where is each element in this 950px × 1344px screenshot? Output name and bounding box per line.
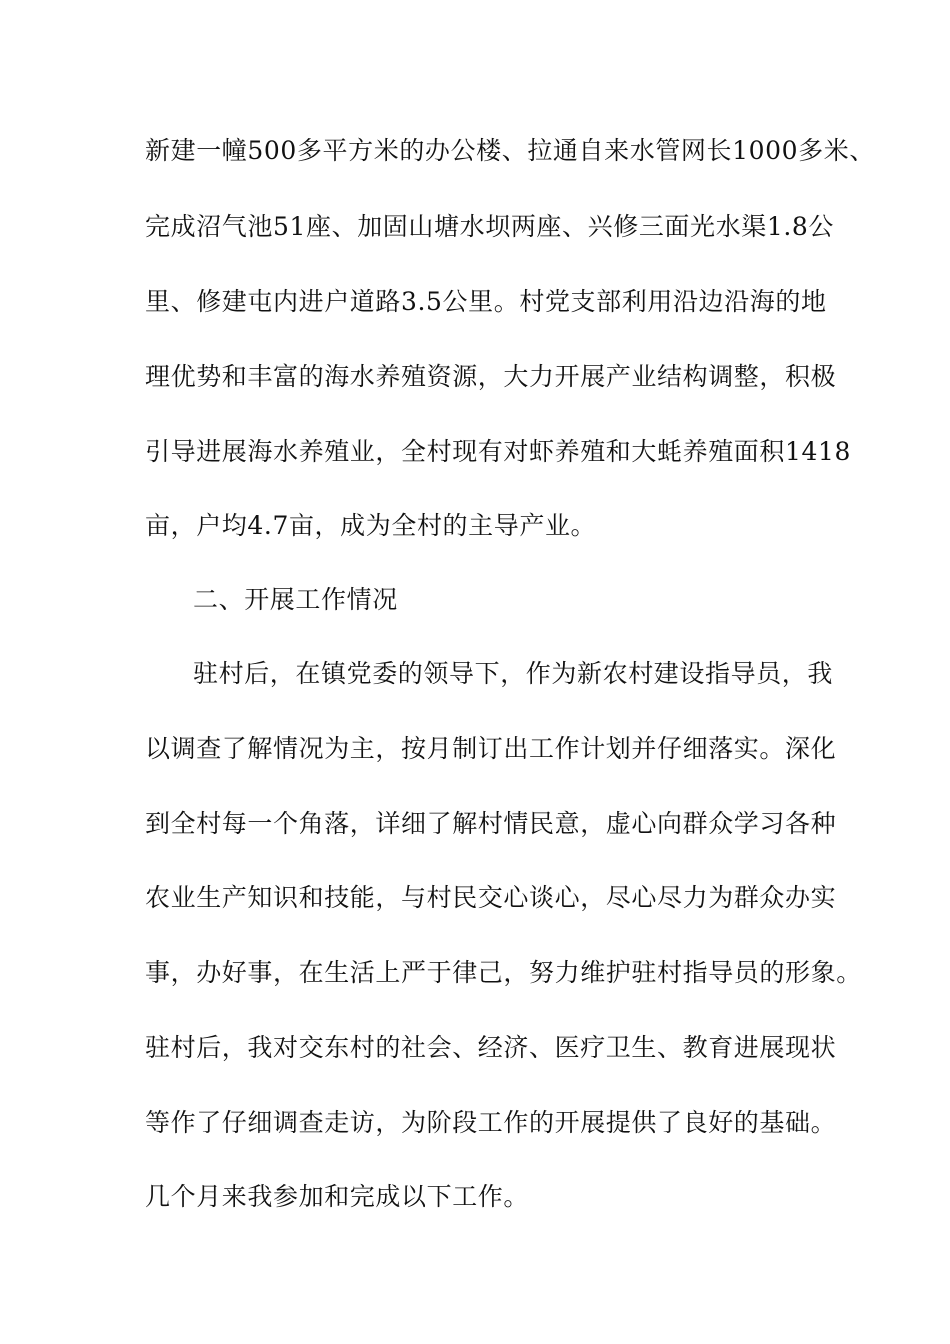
text-line: 引导进展海水养殖业，全村现有对虾养殖和大蚝养殖面积1418 (145, 437, 852, 466)
text-line: 几个月来我参加和完成以下工作。 (145, 1182, 530, 1211)
text-line: 完成沼气池51座、加固山塘水坝两座、兴修三面光水渠1.8公 (145, 212, 834, 241)
text-line: 新建一幢500多平方米的办公楼、拉通自来水管网长1000多米、 (145, 136, 875, 165)
text-line: 以调查了解情况为主，按月制订出工作计划并仔细落实。深化 (145, 734, 837, 763)
text-line: 驻村后，我对交东村的社会、经济、医疗卫生、教育进展现状 (145, 1033, 837, 1062)
text-line: 亩，户均4.7亩，成为全村的主导产业。 (145, 511, 597, 540)
text-line: 理优势和丰富的海水养殖资源，大力开展产业结构调整，积极 (145, 362, 837, 391)
section-heading: 二、开展工作情况 (193, 585, 398, 614)
paragraph-first-line: 驻村后，在镇党委的领导下，作为新农村建设指导员，我 (193, 659, 834, 688)
text-line: 农业生产知识和技能，与村民交心谈心，尽心尽力为群众办实 (145, 883, 837, 912)
text-line: 等作了仔细调查走访，为阶段工作的开展提供了良好的基础。 (145, 1108, 837, 1137)
text-line: 事，办好事，在生活上严于律己，努力维护驻村指导员的形象。 (145, 958, 862, 987)
text-line: 里、修建屯内进户道路3.5公里。村党支部利用沿边沿海的地 (145, 287, 827, 316)
text-line: 到全村每一个角落，详细了解村情民意，虚心向群众学习各种 (145, 809, 837, 838)
